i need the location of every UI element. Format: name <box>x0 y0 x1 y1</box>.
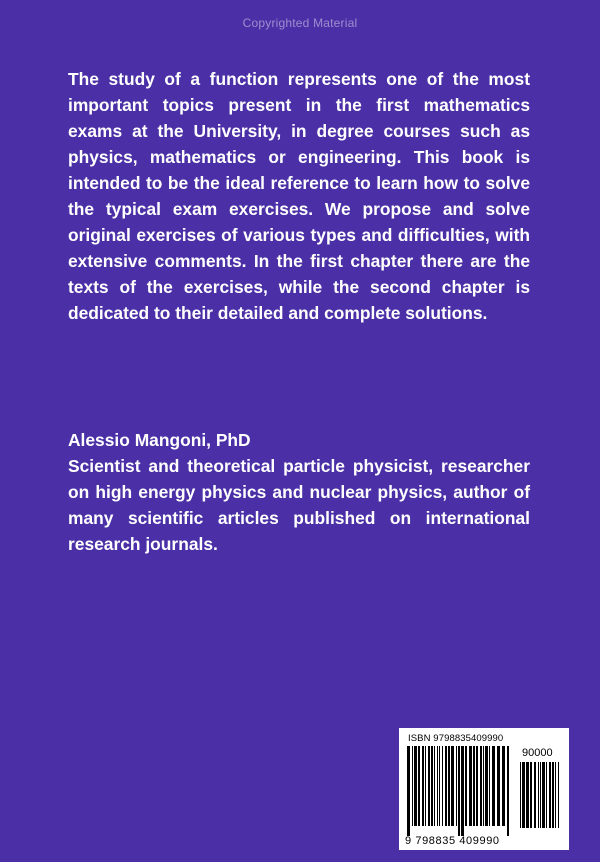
barcode-addon-bars <box>520 762 562 838</box>
author-bio: Scientist and theoretical particle physicist, researcher on high energy physics and nuclear physics, author of many scientific articles published on international research journals. <box>68 456 530 554</box>
price-code: 90000 <box>522 747 553 759</box>
barcode-main-bars <box>407 746 511 836</box>
barcode-bar <box>407 746 410 836</box>
barcode-bar <box>552 762 554 828</box>
barcode-bar <box>456 746 457 826</box>
barcode-bar <box>538 762 539 828</box>
barcode-bar <box>428 746 430 826</box>
author-name: Alessio Mangoni, PhD <box>68 430 251 450</box>
barcode-bar <box>558 762 559 828</box>
barcode-bar <box>549 762 551 828</box>
barcode-bar <box>480 746 482 826</box>
barcode-bar <box>492 746 495 826</box>
barcode-bar <box>414 746 417 826</box>
barcode-bar <box>476 746 478 826</box>
isbn-digits: 9 798835 409990 <box>405 835 500 847</box>
barcode-bar <box>422 746 424 826</box>
barcode-bar <box>458 746 460 836</box>
barcode-bar <box>502 746 505 826</box>
isbn-label: ISBN 9798835409990 <box>408 733 504 744</box>
barcode-bar <box>418 746 420 826</box>
barcode-bar <box>520 762 521 828</box>
barcode-bar <box>448 746 450 826</box>
barcode-bar <box>546 762 547 828</box>
barcode-bar <box>412 746 413 826</box>
barcode-bar <box>461 746 464 836</box>
barcode-bar <box>442 746 443 826</box>
book-description: The study of a function represents one of the most important topics present in the first mathematics exams at the University, in degree courses such as physics, mathematics or engineering. This book is intended to be the ideal reference to learn how to solve the typical exam exercises. We propose and solve original exercises of various types and difficulties, with extensive comments. In the first chapter there are the texts of the exercises, while the second chapter is dedicated to their detailed and complete solutions. <box>68 69 530 323</box>
barcode-bar <box>431 746 433 826</box>
barcode-bar <box>469 746 472 826</box>
barcode-bar <box>489 746 490 826</box>
barcode-bar <box>485 746 488 826</box>
author-section <box>68 427 530 557</box>
barcode-bar <box>540 762 541 828</box>
barcode-bar <box>451 746 454 826</box>
barcode-bar <box>555 762 556 828</box>
barcode-bar <box>434 746 435 826</box>
barcode-bar <box>445 746 447 826</box>
barcode-bar <box>437 746 438 826</box>
barcode-bar <box>534 762 536 828</box>
isbn-barcode <box>399 728 569 850</box>
barcode-bar <box>425 746 426 826</box>
barcode-bar <box>473 746 475 826</box>
barcode-bar <box>439 746 440 826</box>
barcode-bar <box>530 762 532 828</box>
barcode-bar <box>483 746 484 826</box>
barcode-bar <box>497 746 500 826</box>
barcode-bar <box>465 746 467 826</box>
barcode-bar <box>522 762 525 828</box>
barcode-bar <box>507 746 509 836</box>
barcode-bar <box>542 762 545 828</box>
copyright-watermark-top: Copyrighted Material <box>242 16 358 30</box>
barcode-bar <box>526 762 529 828</box>
